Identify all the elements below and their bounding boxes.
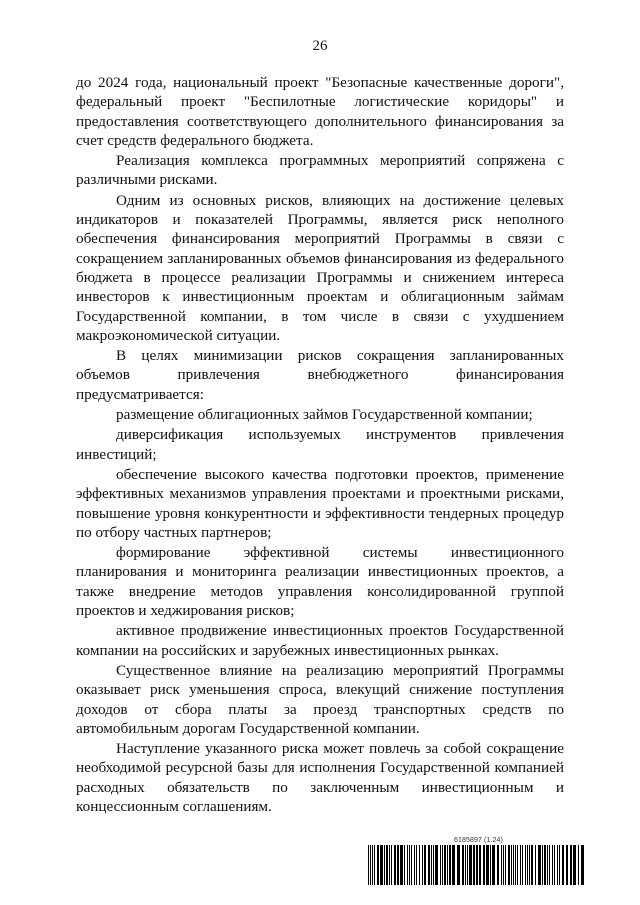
barcode-bar xyxy=(416,845,417,885)
barcode-bar xyxy=(414,845,415,885)
barcode-bar xyxy=(535,845,536,885)
barcode-bar xyxy=(529,845,530,885)
barcode-bar xyxy=(508,845,510,885)
barcode-bar xyxy=(433,845,434,885)
barcode-bar xyxy=(409,845,410,885)
barcode-bar xyxy=(465,845,466,885)
barcode-bar xyxy=(372,845,373,885)
page-number: 26 xyxy=(312,38,328,54)
barcode-bar xyxy=(531,845,533,885)
barcode-bar xyxy=(397,845,399,885)
barcode-bar xyxy=(552,845,553,885)
list-item: формирование эффективной системы инвестиционного планирования и мониторинга реализации инвестиционных проектов, а также внедрение методов управления консолидированной группой проектов и хеджирования рисков; xyxy=(76,544,564,620)
barcode-bar xyxy=(449,845,451,885)
barcode-bar xyxy=(374,845,375,885)
barcode-bar xyxy=(391,845,392,885)
barcode-bar xyxy=(549,845,550,885)
document-body xyxy=(76,73,564,816)
barcode-bar xyxy=(447,845,448,885)
barcode-bar xyxy=(389,845,390,885)
barcode-bar xyxy=(486,845,489,885)
barcode-bar xyxy=(492,845,495,885)
barcode-bar xyxy=(559,845,560,885)
barcode-bar xyxy=(570,845,572,885)
barcode-bar xyxy=(404,845,405,885)
list-item: обеспечение высокого качества подготовки проектов, применение эффективных механизмов управления проектами и проектными рисками, повышение уровня конкурентности и эффективности тендерных процедур по отбору частных партнеров; xyxy=(76,465,564,541)
barcode-bar xyxy=(386,845,388,885)
barcode-bar xyxy=(581,845,584,885)
barcode-bar xyxy=(444,845,446,885)
document-code: 6185897 (1.24) xyxy=(454,837,503,844)
barcode-bar xyxy=(554,845,555,885)
barcode-bar xyxy=(411,845,412,885)
barcode-bar xyxy=(503,845,504,885)
barcode-bar xyxy=(544,845,546,885)
barcode-bar xyxy=(513,845,514,885)
barcode-bar xyxy=(407,845,408,885)
barcode-bar xyxy=(562,845,564,885)
barcode-bar xyxy=(435,845,438,885)
barcode-bar xyxy=(547,845,548,885)
barcode-bar xyxy=(440,845,441,885)
barcode-bar xyxy=(473,845,475,885)
barcode-bar xyxy=(557,845,558,885)
paragraph: Одним из основных рисков, влияющих на достижение целевых индикаторов и показателей Программы, является риск неполного обеспечения финансирования мероприятий Программы в связи с сокращением запланированных объемов финансирования из федерального бюджета в процессе реализации Программы и снижением интереса инвесторов к инвестиционным проектам и облигационным займам Государственной компании, в том числе в связи с ухудшением макроэкономической ситуации. xyxy=(76,191,564,344)
barcode-bar xyxy=(424,845,426,885)
barcode-bar xyxy=(394,845,396,885)
barcode-bar xyxy=(422,845,423,885)
barcode-bar xyxy=(517,845,518,885)
barcode-bar xyxy=(479,845,481,885)
barcode-bar xyxy=(520,845,521,885)
barcode-bar xyxy=(522,845,523,885)
barcode-bar xyxy=(400,845,403,885)
barcode xyxy=(368,845,586,885)
paragraph: Существенное влияние на реализацию мероприятий Программы оказывает риск уменьшения спроса, влекущий снижение поступления доходов от сбора платы за проезд транспортных средств по автомобильным дорогам Государственной компании. xyxy=(76,661,564,737)
paragraph: Реализация комплекса программных мероприятий сопряжена с различными рисками. xyxy=(76,152,564,189)
barcode-bar xyxy=(490,845,491,885)
barcode-bar xyxy=(542,845,543,885)
barcode-bar xyxy=(428,845,430,885)
barcode-bar xyxy=(497,845,499,885)
barcode-bar xyxy=(368,845,369,885)
barcode-bar xyxy=(431,845,432,885)
barcode-bar xyxy=(467,845,468,885)
barcode-bar xyxy=(501,845,502,885)
barcode-bar xyxy=(573,845,576,885)
barcode-bar xyxy=(538,845,541,885)
barcode-bar xyxy=(483,845,485,885)
barcode-bar xyxy=(566,845,568,885)
barcode-bar xyxy=(380,845,383,885)
list-item: размещение облигационных займов Государственной компании; xyxy=(116,406,533,424)
barcode-bar xyxy=(578,845,579,885)
barcode-bar xyxy=(469,845,472,885)
paragraph: В целях минимизации рисков сокращения запланированных объемов привлечения внебюджетного финансирования предусматривается: xyxy=(76,347,564,403)
paragraph: Наступление указанного риска может повлечь за собой сокращение необходимой ресурсной базы для исполнения Государственной компанией расходных обязательств по заключенным инвестиционным и концессионным соглашениям. xyxy=(76,740,564,815)
barcode-bar xyxy=(452,845,455,885)
barcode-bar xyxy=(515,845,516,885)
barcode-bar xyxy=(457,845,460,885)
paragraph: до 2024 года, национальный проект "Безопасные качественные дороги", федеральный проект "Беспилотные логистические коридоры" и предоставления соответствующего дополнительного финансирования за счет средств федерального бюджета. xyxy=(76,74,564,149)
barcode-bar xyxy=(525,845,526,885)
barcode-bar xyxy=(527,845,528,885)
barcode-bar xyxy=(476,845,478,885)
barcode-bar xyxy=(511,845,512,885)
barcode-bar xyxy=(377,845,379,885)
list-item: активное продвижение инвестиционных проектов Государственной компании на российских и зарубежных инвестиционных рынках. xyxy=(76,622,564,659)
barcode-bar xyxy=(419,845,420,885)
list-item: диверсификация используемых инструментов привлечения инвестиций; xyxy=(76,426,564,463)
barcode-bar xyxy=(505,845,506,885)
barcode-bar xyxy=(370,845,371,885)
barcode-bar xyxy=(462,845,464,885)
barcode-bar xyxy=(442,845,443,885)
barcode-bar xyxy=(384,845,385,885)
